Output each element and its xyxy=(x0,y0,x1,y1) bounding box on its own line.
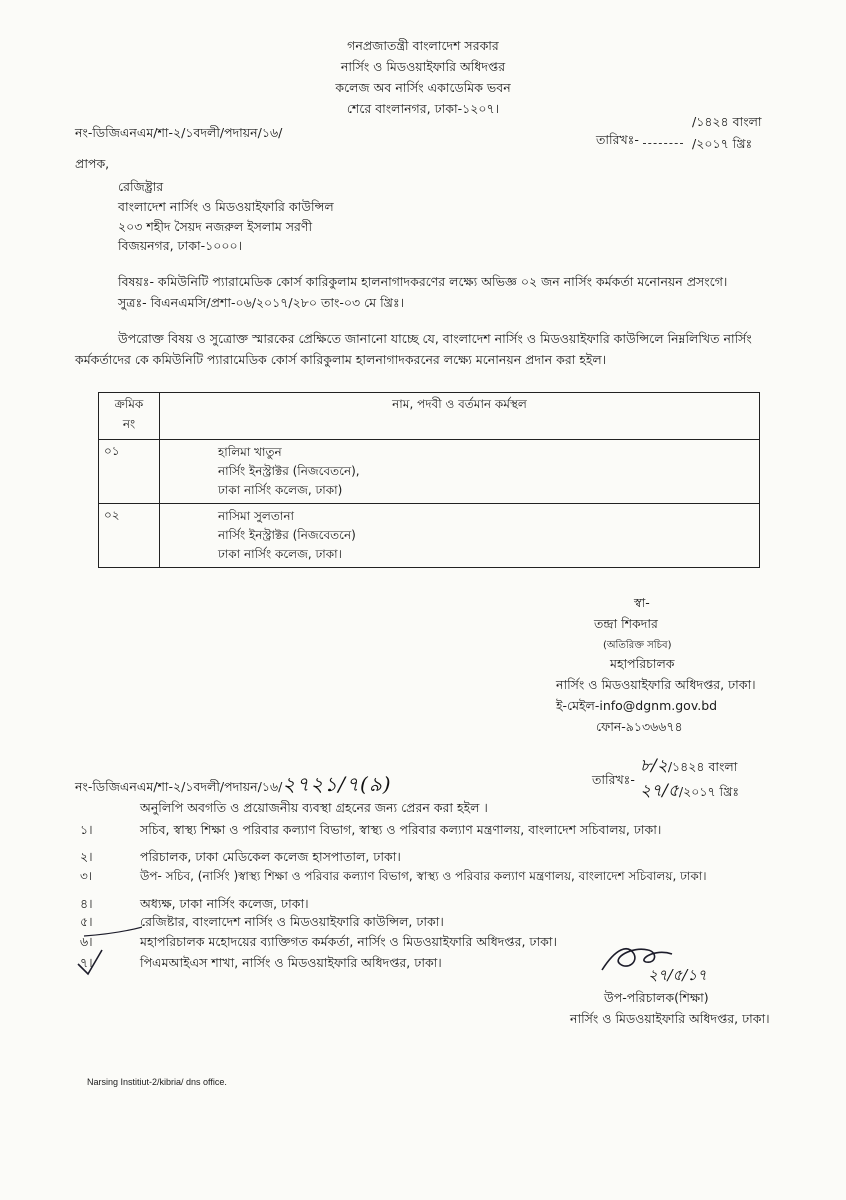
row-serial: ০১ xyxy=(99,440,160,504)
body-line: কর্মকর্তাদের কে কমিউনিটি প্যারামেডিক কোর্স কারিকুলাম হালনাগাদকরনের লক্ষ্যে মনোনয়ন প্রদান করা হইল। xyxy=(75,352,607,367)
header-line-department: নার্সিং ও মিডওয়াইফারি অধিদপ্তর xyxy=(340,59,506,74)
list-item xyxy=(80,868,707,888)
signatory2-office: নার্সিং ও মিডওয়াইফারি অধিদপ্তর, ঢাকা। xyxy=(570,1011,770,1026)
nominee-workplace: ঢাকা নার্সিং কলেজ, ঢাকা) xyxy=(218,483,343,497)
memo-date-english: /২০১৭ খ্রিঃ xyxy=(692,136,753,151)
check-icon xyxy=(78,950,102,974)
signatory-phone: ফোন-৯১৩৬৬৭৪ xyxy=(596,719,683,734)
signatory-office: নার্সিং ও মিডওয়াইফারি অধিদপ্তর, ঢাকা। xyxy=(556,677,756,692)
signatory2-title: উপ-পরিচালক(শিক্ষা) xyxy=(604,990,709,1005)
list-number: ৪। xyxy=(80,896,93,911)
serial-header-line1: ক্রমিক xyxy=(114,397,144,411)
footer-note: Narsing Institiut-2/kibria/ dns office. xyxy=(87,1077,227,1087)
recipient-line: রেজিষ্ট্রার xyxy=(118,179,164,194)
date-label: তারিখঃ- xyxy=(596,132,639,147)
header-line-address: শেরে বাংলানগর, ঢাকা-১২০৭। xyxy=(346,101,500,116)
list-item xyxy=(80,896,309,916)
list-text: রেজিষ্টার, বাংলাদেশ নার্সিং ও মিডওয়াইফারি কাউন্সিল, ঢাকা। xyxy=(140,914,444,929)
subject-line: বিষয়ঃ- কমিউনিটি প্যারামেডিক কোর্স কারিকুলাম হালনাগাদকরণের লক্ষ্যে অভিজ্ঞ ০২ জন নার্সিং কর্মকর্তা মনোনয়ন প্রসংগে। xyxy=(118,274,728,289)
list-text: মহাপরিচালক মহোদয়ের ব্যাক্তিগত কর্মকর্তা, নার্সিং ও মিডওয়াইফারি অধিদপ্তর, ঢাকা। xyxy=(140,934,557,949)
copy-memo-date-bangla xyxy=(640,753,737,781)
list-number: ২। xyxy=(80,849,93,864)
date-blank xyxy=(643,143,683,144)
nominee-name: নাসিমা সুলতানা xyxy=(218,509,294,523)
list-number: ৫। xyxy=(80,914,93,929)
row-details xyxy=(160,504,760,568)
list-item xyxy=(80,934,557,954)
nominee-table xyxy=(98,392,760,568)
header-line-govt: গনপ্রজাতন্ত্রী বাংলাদেশ সরকার xyxy=(347,38,499,53)
nominee-designation: নার্সিং ইনস্ট্রাক্টর (নিজবেতনে), xyxy=(218,464,360,478)
copy-memo-number-text: নং-ডিজিএনএম/শা-২/১বদলী/পদায়ন/১৬/ xyxy=(75,779,283,794)
signatory-note: (অতিরিক্ত সচিব) xyxy=(603,640,672,651)
signatory-title: মহাপরিচালক xyxy=(610,656,675,671)
table-header-row xyxy=(99,393,760,440)
list-number: ৬। xyxy=(80,934,93,949)
memo-number: নং-ডিজিএনএম/শা-২/১বদলী/পদায়ন/১৬/ xyxy=(75,125,283,140)
serial-header xyxy=(99,393,160,440)
list-text: সচিব, স্বাস্থ্য শিক্ষা ও পরিবার কল্যাণ বিভাগ, স্বাস্থ্য ও পরিবার কল্যাণ মন্ত্রণালয়, বাংলাদেশ সচিবালয়, ঢাকা। xyxy=(140,822,662,837)
date-bangla-text: /১৪২৪ বাংলা xyxy=(667,759,738,774)
signature-mark: স্বা- xyxy=(634,595,650,610)
reference-line: সুত্রঃ- বিএনএমসি/প্রশা-০৬/২০১৭/২৮০ তাং-০৩ মে খ্রিঃ। xyxy=(118,295,405,310)
list-text: পিএমআইএস শাখা, নার্সিং ও মিডওয়াইফারি অধিদপ্তর, ঢাকা। xyxy=(140,955,442,970)
handwritten-signature-date: ২৭/৫/১৭ xyxy=(648,966,707,984)
list-text: অধ্যক্ষ, ঢাকা নার্সিং কলেজ, ঢাকা। xyxy=(140,896,309,911)
memo-date-label xyxy=(596,132,683,152)
list-number: ১। xyxy=(80,822,93,837)
details-header: নাম, পদবী ও বর্তমান কর্মস্থল xyxy=(160,393,760,440)
serial-header-line2: নং xyxy=(122,417,136,431)
date-english-text: /২০১৭ খ্রিঃ xyxy=(678,784,740,799)
list-text: পরিচালক, ঢাকা মেডিকেল কলেজ হাসপাতাল, ঢাকা। xyxy=(140,849,401,864)
nominee-workplace: ঢাকা নার্সিং কলেজ, ঢাকা। xyxy=(218,547,342,561)
table-row xyxy=(99,504,760,568)
copy-memo-date-label: তারিখঃ- xyxy=(592,772,635,787)
nominee-designation: নার্সিং ইনস্ট্রাক্টর (নিজবেতনে) xyxy=(218,528,356,542)
copy-memo-number xyxy=(75,770,392,803)
list-number: ৩। xyxy=(80,869,93,883)
row-details xyxy=(160,440,760,504)
handwritten-check-marks xyxy=(72,920,142,980)
header-line-building: কলেজ অব নার্সিং একাডেমিক ভবন xyxy=(335,80,511,95)
body-line: উপরোক্ত বিষয় ও সুত্রোক্ত স্মারকের প্রেক্ষিতে জানানো যাচ্ছে যে, বাংলাদেশ নার্সিং ও মিডওয়াইফারি কাউন্সিলে নিম্নলিখিত নার্সিং xyxy=(118,331,752,346)
row-serial: ০২ xyxy=(99,504,160,568)
memo-date-bangla: /১৪২৪ বাংলা xyxy=(692,114,762,129)
copy-memo-date-english xyxy=(640,778,739,806)
list-text: উপ- সচিব, (নার্সিং )স্বাস্থ্য শিক্ষা ও পরিবার কল্যাণ বিভাগ, স্বাস্থ্য ও পরিবার কল্যাণ মন্ত্রণালয়, বাংলাদেশ সচিবালয়, ঢাকা। xyxy=(140,869,707,883)
handwritten-date-bangla: ৮/২ xyxy=(640,756,668,776)
handwritten-memo-number: ২৭২১/৭(৯) xyxy=(282,772,392,796)
recipient-line: বিজয়নগর, ঢাকা-১০০০। xyxy=(118,238,243,253)
list-item xyxy=(80,822,661,842)
recipient-label: প্রাপক, xyxy=(75,156,110,171)
list-item xyxy=(80,849,401,869)
recipient-line: ২০৩ শহীদ সৈয়দ নজরুল ইসলাম সরণী xyxy=(118,219,313,234)
nominee-name: হালিমা খাতুন xyxy=(218,445,282,459)
list-number: ৭। xyxy=(80,955,93,970)
signatory-email: ই-মেইল-info@dgnm.gov.bd xyxy=(556,698,718,713)
signatory-name: তন্দ্রা শিকদার xyxy=(594,616,658,631)
stroke-mark xyxy=(84,926,142,936)
table-row xyxy=(99,440,760,504)
handwritten-date-english: ২৭/৫ xyxy=(640,781,679,801)
copy-intro: অনুলিপি অবগতি ও প্রয়োজনীয় ব্যবস্থা গ্রহনের জন্য প্রেরন করা হইল । xyxy=(140,800,488,815)
recipient-line: বাংলাদেশ নার্সিং ও মিডওয়াইফারি কাউন্সিল xyxy=(118,199,334,214)
